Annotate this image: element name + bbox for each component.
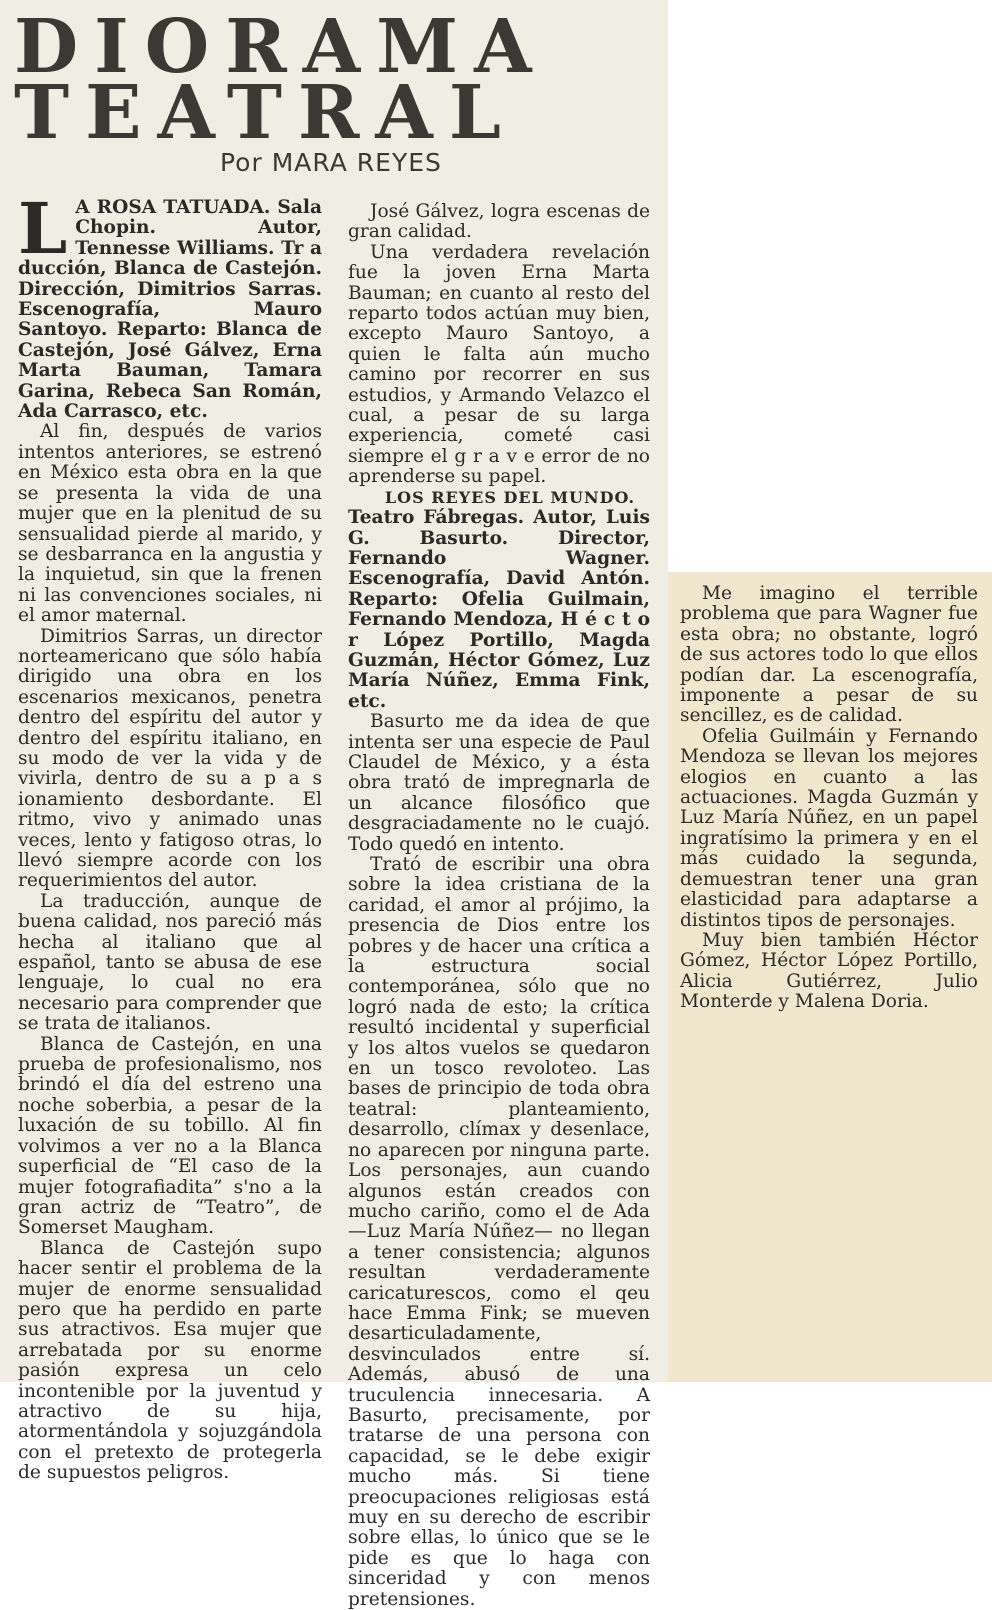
review-2-credits: Teatro Fábregas. Autor, Luis G. Basurto. Director, Fernando Wagner. Escenografía, David Antón. Reparto: Ofelia Guilmain, Fernando Mendoza, H é c t o r López Portillo, Magda Guzmán, Héctor Gómez, Luz María Núñez, Emma Fink, etc. xyxy=(348,507,650,712)
paragraph: Dimitrios Sarras, un director norteamericano que sólo había dirigido una obra en los escenarios mexicanos, penetra dentro del espíritu del autor y dentro del espíritu italiano, en su modo de ver la vida y de vivirla, dentro de su a p a s ionamiento desbordante. El ritmo, vivo y animado unas veces, lento y fatigoso otras, lo llevó siempre acorde con los requerimientos del autor. xyxy=(18,625,322,892)
byline: Por MARA REYES xyxy=(220,148,442,177)
paragraph: Me imagino el terrible problema que para Wagner fue esta obra; no obstante, logró de sus actores todo lo que ellos podían dar. La escenografía, imponente a pesar de su sencillez, es de calidad. xyxy=(680,583,978,727)
paragraph: Ofelia Guilmáin y Fernando Mendoza se llevan los mejores elogios en cuanto a las actuaciones. Magda Guzmán y Luz María Núñez, en un papel ingratísimo la primera y en el más cuidado la segunda, demuestran tener una gran elasticidad para adaptarse a distintos tipos de personajes. xyxy=(680,725,978,931)
review-1-credits: A ROSA TATUADA. Sala Chopin. Autor, Tennesse Williams. Tr a ducción, Blanca de Castejón. Dirección, Dimitrios Sarras. Escenografía, Mauro Santoyo. Reparto: Blanca de Castejón, José Gálvez, Erna Marta Bauman, Tamara Garina, Rebeca San Román, Ada Carrasco, etc. xyxy=(18,197,322,423)
drop-cap: L xyxy=(18,187,68,270)
paragraph: Basurto me da idea de que intenta ser una especie de Paul Claudel de México, y a ésta obra trató de impregnarla de un alcance filosófico que desgraciadamente no le cuajó. Todo quedó en intento. xyxy=(348,711,650,855)
paragraph: Blanca de Castejón, en una prueba de profesionalismo, nos brindó el día del estreno una noche soberbia, a pesar de la luxación de su tobillo. Al fin volvimos a ver no a la Blanca superficial de “El caso de la mujer fotografiadita” s'no a la gran actriz de “Teatro”, de Somerset Maugham. xyxy=(18,1033,322,1239)
review-2-title: LOS REYES DEL MUNDO. xyxy=(384,487,636,507)
paragraph: Trató de escribir una obra sobre la idea cristiana de la caridad, el amor al prójimo, la presencia de Dios entre los pobres y de hacer una crítica a la estructura social contemporánea, sólo que no logró nada de esto; la crítica resultó incidental y superficial y los altos vuelos se quedaron en un tosco revoloteo. Las bases de principio de toda obra teatral: planteamiento, desarrollo, clímax y desenlace, no aparecen por ninguna parte. Los personajes, aun cuando algunos están creados con mucho cariño, como el de Ada —Luz María Núñez— no llegan a tener consistencia; algunos resultan verdaderamente caricaturescos, como el qeu hace Emma Fink; se mueven desarticuladamente, desvinculados entre sí. Además, abusó de una truculencia innecesaria. A Basurto, precisamente, por tratarse de una persona con capacidad, se le debe exigir mucho más. Si tiene preocupaciones religiosas está muy en su derecho de escribir sobre ellas, lo único que se le pide es que lo haga con sinceridad y con menos pretensiones. xyxy=(348,854,650,1610)
paragraph: La traducción, aunque de buena calidad, nos pareció más hecha al italiano que al español, tanto se abusa de ese lenguaje, lo cual no era necesario para comprender que se trata de italianos. xyxy=(18,890,322,1035)
column-title-line1: DIORAMA xyxy=(14,4,548,90)
paragraph: Blanca de Castejón supo hacer sentir el problema de la mujer de enorme sensualidad pero que ha perdido en parte sus atractivos. Esa mujer que arrebatada por su enorme pasión expresa un celo incontenible por la juventud y atractivo de su hija, atormentándola y sojuzgándola con el pretexto de protegerla de supuestos peligros. xyxy=(18,1237,322,1484)
text-column-1 xyxy=(18,187,322,1484)
text-column-3 xyxy=(680,584,978,1013)
column-title xyxy=(14,4,548,156)
text-column-2 xyxy=(348,202,650,1610)
paragraph: Al fin, después de varios intentos anteriores, se estrenó en México esta obra en la que se presenta la vida de una mujer que en la plenitud de su sensualidad pierde al marido, y se desbarranca en la angustia y la inquietud, sin que la frenen ni las convenciones sociales, ni el amor maternal. xyxy=(18,421,322,627)
review-1-heading xyxy=(18,187,322,423)
paragraph: Una verdadera revelación fue la joven Erna Marta Bauman; en cuanto al resto del reparto todos actúan muy bien, excepto Mauro Santoyo, a quien le falta aún mucho camino por recorrer en sus estudios, y Armando Velazco el cual, a pesar de su larga experiencia, cometé casi siempre el g r a v e error de no aprenderse su papel. xyxy=(348,241,650,488)
column-title-line2: TEATRAL xyxy=(14,70,517,156)
paragraph: Muy bien también Héctor Gómez, Héctor López Portillo, Alicia Gutiérrez, Julio Monterde y Malena Doria. xyxy=(680,929,978,1013)
paragraph: José Gálvez, logra escenas de gran calidad. xyxy=(348,201,650,243)
